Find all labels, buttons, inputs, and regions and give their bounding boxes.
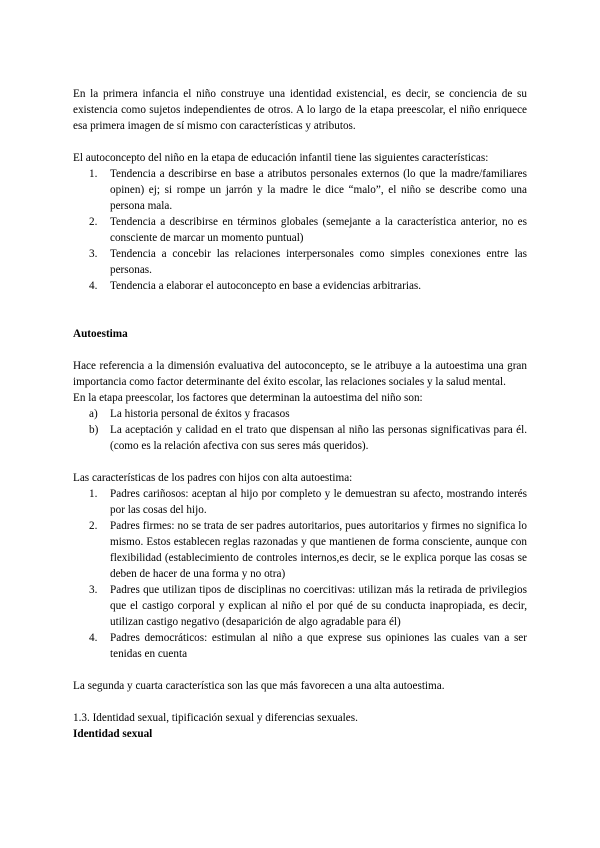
list-marker: 2. [89, 216, 98, 228]
list-marker: 4. [89, 280, 98, 292]
intro-paragraph: En la primera infancia el niño construye una identidad existencial, es decir, se conciencia de su existencia como sujetos independientes de otros. A lo largo de la etapa preescolar, el niño enriquece esa primera imagen de sí mismo con características y atributos. [73, 88, 527, 132]
list-item-text: Padres firmes: no se trata de ser padres autoritarios, pues autoritarios y firmes no significa lo mismo. Estos establecen reglas razonadas y que mantienen de forma consciente, aunque con flexibilidad (establecimiento de controles internos,es decir, se le explica porque las cosas se deben de hacer de una forma y no otra) [110, 520, 527, 580]
list-item [73, 214, 527, 246]
factores-list [73, 406, 527, 454]
factores-intro: En la etapa preescolar, los factores que determinan la autoestima del niño son: [73, 392, 423, 404]
list-item [73, 406, 527, 422]
list-marker: 3. [89, 248, 98, 260]
list-item [73, 582, 527, 630]
list-marker: 3. [89, 584, 98, 596]
list-marker: 4. [89, 632, 98, 644]
list-item-text: La aceptación y calidad en el trato que dispensan al niño las personas significativas para él. (como es la relación afectiva con sus seres más queridos). [110, 424, 527, 452]
section-title: 1.3. Identidad sexual, tipificación sexual y diferencias sexuales. [73, 712, 358, 724]
list-marker: a) [89, 408, 98, 420]
document-page [73, 86, 527, 742]
list-item [73, 246, 527, 278]
list-item-text: La historia personal de éxitos y fracasos [110, 408, 290, 420]
list-item [73, 486, 527, 518]
list-item-text: Tendencia a elaborar el autoconcepto en base a evidencias arbitrarias. [110, 280, 422, 292]
list-item-text: Tendencia a concebir las relaciones interpersonales como simples conexiones entre las personas. [110, 248, 527, 276]
list-item [73, 630, 527, 662]
list-item [73, 166, 527, 214]
list-item-text: Padres que utilizan tipos de disciplinas no coercitivas: utilizan más la retirada de privilegios que el castigo corporal y explican al niño el por qué de su conducta inapropiada, es decir, utilizan castigo negativo (desaparición de algo agradable para él) [110, 584, 527, 628]
padres-list [73, 486, 527, 662]
identidad-sexual-heading: Identidad sexual [73, 728, 153, 740]
list-marker: 1. [89, 168, 98, 180]
autoestima-paragraph: Hace referencia a la dimensión evaluativa del autoconcepto, se le atribuye a la autoestima una gran importancia como factor determinante del éxito escolar, las relaciones sociales y la salud mental. [73, 360, 527, 388]
list-marker: 2. [89, 520, 98, 532]
list-item-text: Tendencia a describirse en términos globales (semejante a la característica anterior, no es consciente de marcar un momento puntual) [110, 216, 527, 244]
list-item-text: Tendencia a describirse en base a atributos personales externos (lo que la madre/familiares opinen) ej; si rompe un jarrón y la madre le dice “malo”, el niño se describe como una persona mala. [110, 168, 527, 212]
conclusion-paragraph: La segunda y cuarta característica son las que más favorecen a una alta autoestima. [73, 680, 445, 692]
list-marker: 1. [89, 488, 98, 500]
list-item [73, 518, 527, 582]
list-marker: b) [89, 424, 99, 436]
list-item [73, 422, 527, 454]
autoconcepto-list [73, 166, 527, 294]
list-item-text: Padres democráticos: estimulan al niño a que exprese sus opiniones las cuales van a ser tenidas en cuenta [110, 632, 527, 660]
autoestima-heading: Autoestima [73, 328, 128, 340]
list-item-text: Padres cariñosos: aceptan al hijo por completo y le demuestran su afecto, mostrando interés por las cosas del hijo. [110, 488, 527, 516]
padres-intro: Las características de los padres con hijos con alta autoestima: [73, 472, 353, 484]
list-item [73, 278, 527, 294]
autoconcepto-intro: El autoconcepto del niño en la etapa de educación infantil tiene las siguientes características: [73, 152, 489, 164]
